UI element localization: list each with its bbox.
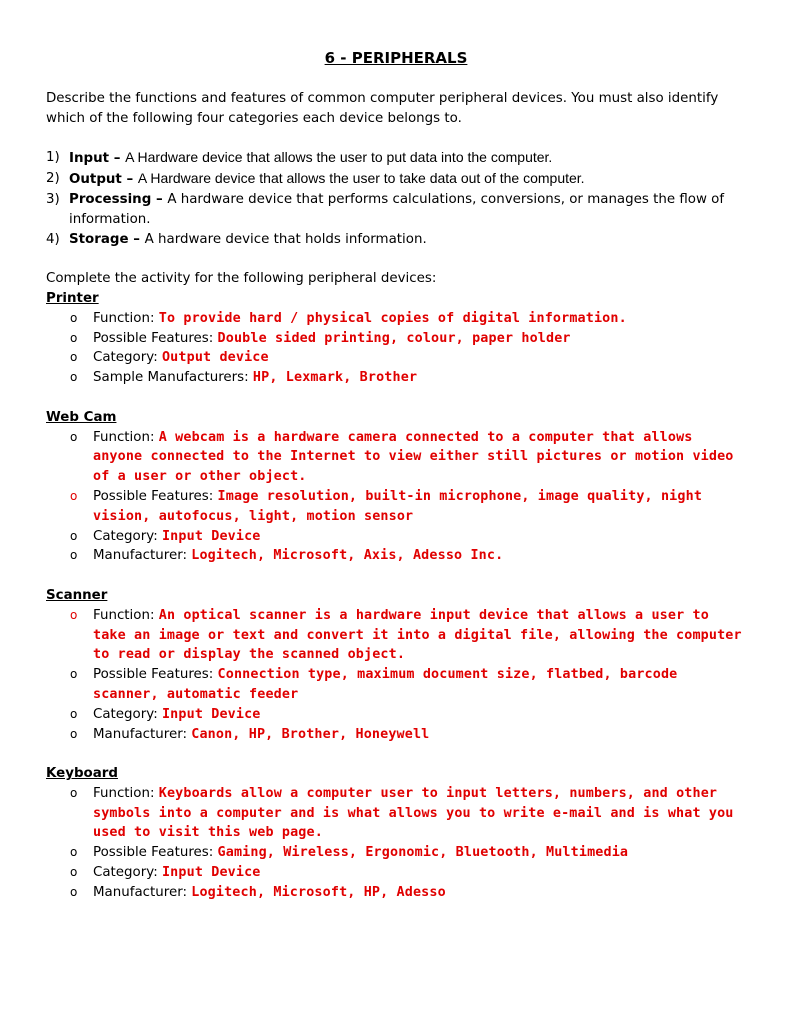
bullet-icon: o (70, 726, 78, 741)
item-label: Possible Features: (93, 488, 218, 504)
category-definition: A Hardware device that allows the user to put data into the computer. (125, 149, 553, 166)
section-heading: Keyboard (46, 766, 118, 782)
category-number: 4) (46, 231, 60, 247)
answer-text: Image resolution, built-in microphone, image quality, night vision, autofocus, light, motion sensor (93, 488, 703, 524)
bullet-icon: o (70, 785, 78, 800)
bullet-icon: o (70, 845, 78, 860)
bullet-icon: o (70, 884, 78, 899)
category-separator: – (121, 172, 138, 188)
category-item (46, 863, 746, 883)
category-definition: A Hardware device that allows the user to take data out of the computer. (137, 170, 585, 187)
category-definition: A hardware device that performs calculations, conversions, or manages the flow of information. (69, 191, 725, 227)
function-item (46, 606, 746, 665)
answer-text: An optical scanner is a hardware input device that allows a user to take an image or text and convert it into a digital file, allowing the computer to read or display the scanned object. (93, 607, 742, 663)
feature-list (46, 784, 746, 903)
bullet-icon: o (70, 310, 78, 325)
answer-text: HP, Lexmark, Brother (252, 370, 418, 386)
bullet-icon: o (70, 528, 78, 543)
features-item (46, 843, 746, 863)
category-definition: A hardware device that holds information. (144, 231, 427, 247)
item-label: Function: (93, 607, 159, 623)
category-number: 1) (46, 150, 60, 166)
section-web-cam (46, 408, 746, 566)
item-label: Manufacturer: (93, 884, 192, 900)
function-item (46, 784, 746, 843)
answer-text: Connection type, maximum document size, flatbed, barcode scanner, automatic feeder (93, 667, 678, 702)
answer-text: Logitech, Microsoft, Axis, Adesso Inc. (191, 548, 504, 564)
item-label: Category: (93, 528, 162, 544)
feature-list (46, 428, 746, 567)
manufacturer-item (46, 546, 746, 566)
item-label: Possible Features: (93, 330, 218, 346)
category-number: 2) (46, 171, 60, 187)
answer-text: Input Device (161, 528, 261, 544)
category-item (46, 527, 746, 547)
category-term: Output (69, 172, 122, 188)
features-item (46, 329, 746, 349)
bullet-icon: o (70, 667, 78, 682)
bullet-icon: o (70, 865, 78, 880)
item-label: Category: (93, 706, 162, 722)
feature-list (46, 606, 746, 745)
item-label: Function: (93, 785, 159, 801)
item-label: Category: (93, 350, 162, 366)
category-list (46, 148, 746, 249)
answer-text: A webcam is a hardware camera connected to a computer that allows anyone connected to the Internet to view either still pictures or motion video of a user or other object. (93, 429, 734, 485)
category-item-processing (46, 190, 746, 230)
section-heading: Scanner (46, 587, 108, 603)
section-scanner (46, 586, 746, 744)
features-item (46, 487, 746, 527)
activity-intro: Complete the activity for the following peripheral devices: (46, 271, 437, 287)
answer-text: Double sided printing, colour, paper holder (217, 330, 571, 346)
category-separator: – (128, 231, 145, 247)
section-keyboard (46, 764, 746, 903)
item-label: Manufacturer: (93, 548, 192, 564)
bullet-icon: o (70, 429, 78, 444)
answer-text: Gaming, Wireless, Ergonomic, Bluetooth, Multimedia (217, 845, 629, 861)
category-term: Processing (69, 191, 152, 207)
category-item-output (46, 169, 746, 190)
category-separator: – (109, 151, 126, 167)
category-item-input (46, 148, 746, 169)
bullet-icon: o (70, 607, 78, 622)
function-item (46, 309, 746, 329)
category-term: Storage (69, 231, 129, 247)
item-label: Possible Features: (93, 845, 218, 861)
item-label: Category: (93, 865, 162, 881)
bullet-icon: o (70, 548, 78, 563)
category-item (46, 348, 746, 368)
manufacturer-item (46, 883, 746, 903)
category-separator: – (151, 191, 168, 207)
section-heading: Printer (46, 290, 99, 306)
category-item-storage (46, 230, 746, 250)
category-item (46, 705, 746, 725)
bullet-icon: o (70, 706, 78, 721)
bullet-icon: o (70, 370, 78, 385)
manufacturer-item (46, 368, 746, 388)
item-label: Manufacturer: (93, 726, 192, 742)
item-label: Sample Manufacturers: (93, 370, 253, 386)
feature-list (46, 309, 746, 388)
answer-text: Canon, HP, Brother, Honeywell (191, 726, 430, 742)
bullet-icon: o (70, 350, 78, 365)
answer-text: Input Device (161, 706, 261, 722)
document-page (46, 48, 746, 922)
manufacturer-item (46, 725, 746, 745)
answer-text: Input Device (161, 865, 261, 881)
item-label: Possible Features: (93, 667, 218, 683)
answer-text: Logitech, Microsoft, HP, Adesso (191, 884, 446, 900)
category-number: 3) (46, 191, 60, 207)
answer-text: Output device (161, 350, 269, 366)
category-term: Input (69, 151, 110, 167)
bullet-icon: o (70, 488, 78, 503)
item-label: Function: (93, 310, 159, 326)
features-item (46, 665, 746, 705)
intro-paragraph: Describe the functions and features of common computer peripheral devices. You must also identify which of the following four categories each device belongs to. (46, 91, 719, 126)
item-label: Function: (93, 429, 159, 445)
answer-text: To provide hard / physical copies of digital information. (158, 310, 627, 326)
section-heading: Web Cam (46, 409, 117, 425)
page-title: 6 - PERIPHERALS (324, 49, 468, 67)
bullet-icon: o (70, 330, 78, 345)
section-printer (46, 289, 746, 388)
function-item (46, 428, 746, 487)
answer-text: Keyboards allow a computer user to input letters, numbers, and other symbols into a computer and is what allows you to write e-mail and is what you used to visit this web page. (93, 785, 734, 841)
